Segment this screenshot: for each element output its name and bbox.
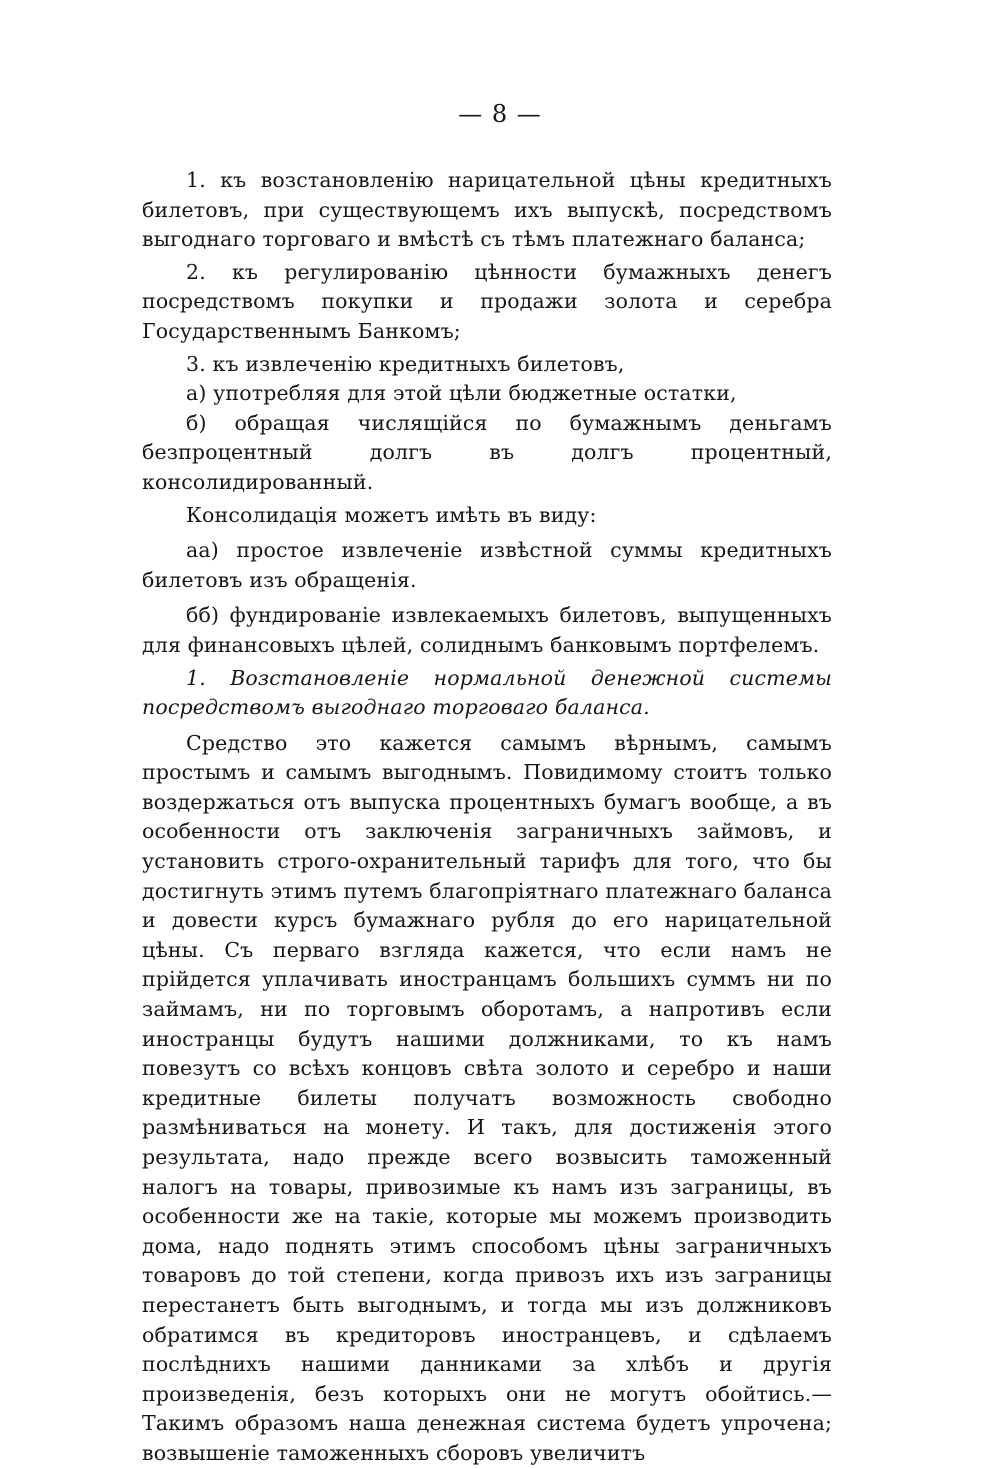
section-heading: 1. Возстановленіе нормальной денежной системы посредствомъ выгоднаго торговаго баланса. [142, 665, 832, 720]
paragraph-subitem-bb: бб) фундированіе извлекаемыхъ билетовъ, выпущенныхъ для финансовыхъ цѣлей, солиднымъ банковымъ портфелемъ. [142, 603, 832, 657]
paragraph-subitem-b: б) обращая числящійся по бумажнымъ деньгамъ безпроцентный долгъ въ долгъ процентный, консолидированный. [142, 410, 832, 494]
body-text [142, 166, 832, 1469]
paragraph-subitem-aa: аа) простое извлеченіе извѣстной суммы кредитныхъ билетовъ изъ обращенія. [142, 538, 832, 592]
paragraph-item-1: 1. къ возстановленію нарицательной цѣны кредитныхъ билетовъ, при существующемъ ихъ выпускѣ, посредствомъ выгоднаго торговаго и вмѣстѣ съ тѣмъ платежнаго баланса; [142, 168, 832, 252]
paragraph-main: Средство это кажется самымъ вѣрнымъ, самымъ простымъ и самымъ выгоднымъ. Повидимому стоитъ только воздержаться отъ выпуска процентныхъ бумагъ вообще, а въ особенности отъ заключенія заграничныхъ займовъ, и установить строго-охранительный тарифъ для того, что бы достигнуть этимъ путемъ благопріятнаго платежнаго баланса и довести курсъ бумажнаго рубля до его нарицательной цѣны. Съ перваго взгляда кажется, что если намъ не прійдется уплачивать иностранцамъ большихъ суммъ ни по займамъ, ни по торговымъ оборотамъ, а напротивъ если иностранцы будутъ нашими должниками, то къ намъ повезутъ со всѣхъ концовъ свѣта золото и серебро и наши кредитные билеты получатъ возможность свободно размѣниваться на монету. И такъ, для достиженія этого результата, надо прежде всего возвысить таможенный налогъ на товары, привозимые къ намъ изъ заграницы, въ особенности же на такіе, которые мы можемъ производить дома, надо поднять этимъ способомъ цѣны заграничныхъ товаровъ до той степени, когда привозъ ихъ изъ заграницы перестанетъ быть выгоднымъ, и тогда мы изъ должниковъ обратимся въ кредиторовъ иностранцевъ, и сдѣлаемъ послѣднихъ нашими данниками за хлѣбъ и другія произведенія, безъ которыхъ они не могутъ обойтись.—Такимъ образомъ наша денежная система будетъ упрочена; возвышеніе таможенныхъ сборовъ увеличитъ [142, 730, 832, 1465]
paragraph-subitem-a: а) употребляя для этой цѣли бюджетные остатки, [186, 381, 737, 406]
paragraph-item-3: 3. къ извлеченію кредитныхъ билетовъ, [186, 351, 625, 376]
paragraph-consolidation: Консолидація можетъ имѣть въ виду: [186, 502, 597, 527]
page-number: — 8 — [458, 100, 542, 128]
paragraph-item-2: 2. къ регулированію цѣнности бумажныхъ денегъ посредствомъ покупки и продажи золота и серебра Государственнымъ Банкомъ; [142, 259, 832, 343]
